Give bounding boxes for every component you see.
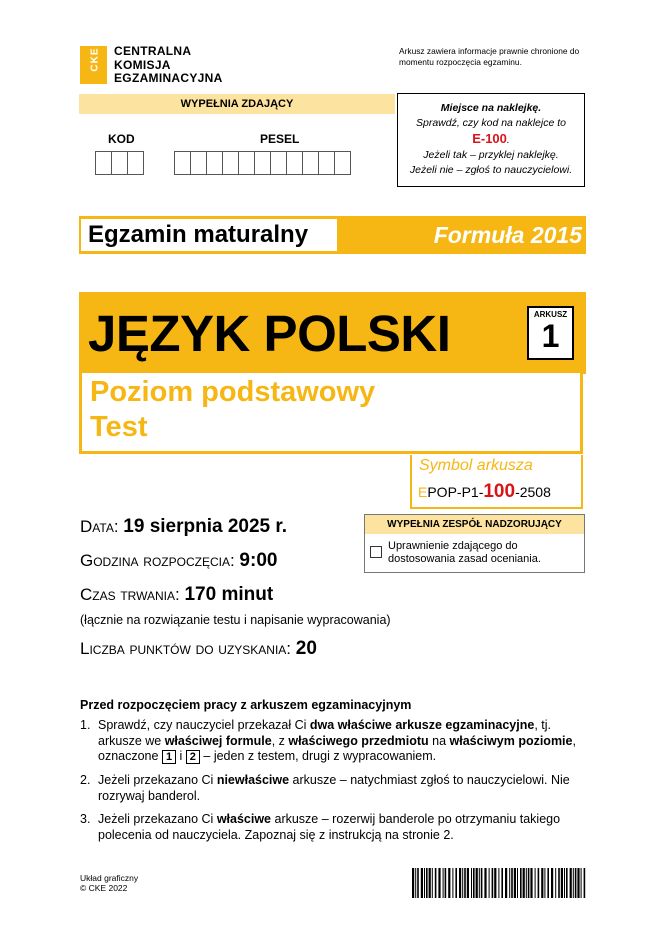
footer-note: Układ graficzny © CKE 2022 (80, 873, 139, 893)
barcode-bar (535, 868, 536, 898)
duration-note: (łącznie na rozwiązanie testu i napisanie wypracowania) (80, 613, 391, 627)
symbol-code: EPOP-P1-100-2508 (418, 481, 551, 502)
barcode-bar (462, 868, 463, 898)
barcode-bar (581, 868, 582, 898)
barcode-bar (528, 868, 530, 898)
barcode-bar (514, 868, 516, 898)
barcode-bar (584, 868, 586, 898)
barcode-bar (464, 868, 466, 898)
exam-date: Data: 19 sierpnia 2025 r. (80, 516, 288, 537)
barcode-bar (544, 868, 545, 898)
barcode-bar (575, 868, 577, 898)
barcode-bar (426, 868, 428, 898)
barcode-bar (412, 868, 414, 898)
barcode-bar (452, 868, 453, 898)
barcode-bar (494, 868, 496, 898)
barcode-bar (435, 868, 437, 898)
barcode-bar (573, 868, 574, 898)
barcode-bar (558, 868, 560, 898)
barcode-bar (538, 868, 540, 898)
barcode-bar (526, 868, 527, 898)
cke-logo-text: CENTRALNA KOMISJA EGZAMINACYJNA (114, 44, 223, 85)
barcode-bar (438, 868, 440, 898)
barcode (412, 868, 587, 898)
barcode-bar (471, 868, 472, 898)
barcode-bar (492, 868, 494, 898)
barcode-bar (547, 868, 549, 898)
subject-title: JĘZYK POLSKI (88, 305, 451, 362)
supervisor-header: WYPEŁNIA ZESPÓŁ NADZORUJĄCY (365, 515, 584, 534)
adjustment-checkbox[interactable] (370, 546, 382, 558)
duration: Czas trwania: 170 minut (80, 584, 274, 605)
barcode-bar (509, 868, 510, 898)
sticker-place: Miejsce na naklejkę. Sprawdź, czy kod na naklejce to E-100. Jeżeli tak – przyklej naklejkę. Jeżeli nie – zgłoś to nauczycielowi. (397, 93, 585, 187)
barcode-bar (481, 868, 483, 898)
barcode-bar (551, 868, 553, 898)
barcode-bar (517, 868, 518, 898)
barcode-bar (473, 868, 475, 898)
barcode-bar (523, 868, 525, 898)
barcode-bar (489, 868, 490, 898)
instruction-3: 3. Jeżeli przekazano Ci właściwe arkusze – rozerwij banderole po otrzymaniu takiego polecenia od nauczyciela. Zapoznaj się z instrukcją na stronie 2. (80, 812, 561, 842)
kod-boxes[interactable] (95, 151, 143, 175)
barcode-bar (505, 868, 507, 898)
barcode-bar (476, 868, 478, 898)
candidate-header: WYPEŁNIA ZDAJĄCY (79, 94, 395, 114)
barcode-bar (541, 868, 543, 898)
barcode-bar (511, 868, 513, 898)
barcode-bar (501, 868, 503, 898)
barcode-bar (455, 868, 457, 898)
symbol-label: Symbol arkusza (419, 457, 533, 474)
barcode-bar (432, 868, 433, 898)
level-text: Poziom podstawowy Test (90, 376, 376, 443)
formula-label: Formuła 2015 (433, 222, 582, 248)
barcode-bar (566, 868, 568, 898)
arkusz-number-box: ARKUSZ 1 (527, 306, 574, 360)
barcode-bar (429, 868, 431, 898)
barcode-bar (421, 868, 423, 898)
pesel-label: PESEL (260, 132, 300, 146)
barcode-bar (577, 868, 579, 898)
barcode-bar (424, 868, 425, 898)
barcode-bar (561, 868, 563, 898)
barcode-bar (479, 868, 480, 898)
barcode-bar (417, 868, 419, 898)
barcode-bar (520, 868, 522, 898)
instructions-title: Przed rozpoczęciem pracy z arkuszem egzaminacyjnym (80, 698, 412, 712)
barcode-bar (484, 868, 486, 898)
barcode-bar (467, 868, 469, 898)
barcode-bar (448, 868, 450, 898)
exam-title: Egzamin maturalny (81, 219, 337, 251)
barcode-bar (445, 868, 447, 898)
barcode-bar (415, 868, 416, 898)
barcode-bar (443, 868, 444, 898)
barcode-bar (459, 868, 461, 898)
sticker-code: E-100 (472, 131, 507, 146)
barcode-bar (570, 868, 572, 898)
adjustment-label: Uprawnienie zdającego do dostosowania zasad oceniania. (388, 540, 541, 565)
sheet-2-box: 2 (186, 750, 200, 764)
barcode-bar (530, 868, 532, 898)
kod-label: KOD (108, 132, 135, 146)
points-total: Liczba punktów do uzyskania: 20 (80, 638, 317, 659)
sheet-1-box: 1 (162, 750, 176, 764)
cke-logo-mark: CKE (80, 46, 107, 84)
instruction-2: 2. Jeżeli przekazano Ci niewłaściwe arkusze – natychmiast zgłoś to nauczycielowi. Nie rozrywaj banderol. (80, 773, 570, 803)
start-time: Godzina rozpoczęcia: 9:00 (80, 550, 278, 571)
barcode-bar (498, 868, 499, 898)
instruction-1: 1. Sprawdź, czy nauczyciel przekazał Ci dwa właściwe arkusze egzaminacyjne, tj. arkusze we właściwej formule, z właściwego przedmiotu na właściwym poziomie, oznaczone 1 i 2 – jeden z testem, drugi z wypracowaniem. (80, 718, 576, 763)
barcode-bar (564, 868, 565, 898)
protection-note: Arkusz zawiera informacje prawnie chronione do momentu rozpoczęcia egzaminu. (399, 46, 580, 67)
pesel-boxes[interactable] (174, 151, 350, 175)
barcode-bar (555, 868, 556, 898)
